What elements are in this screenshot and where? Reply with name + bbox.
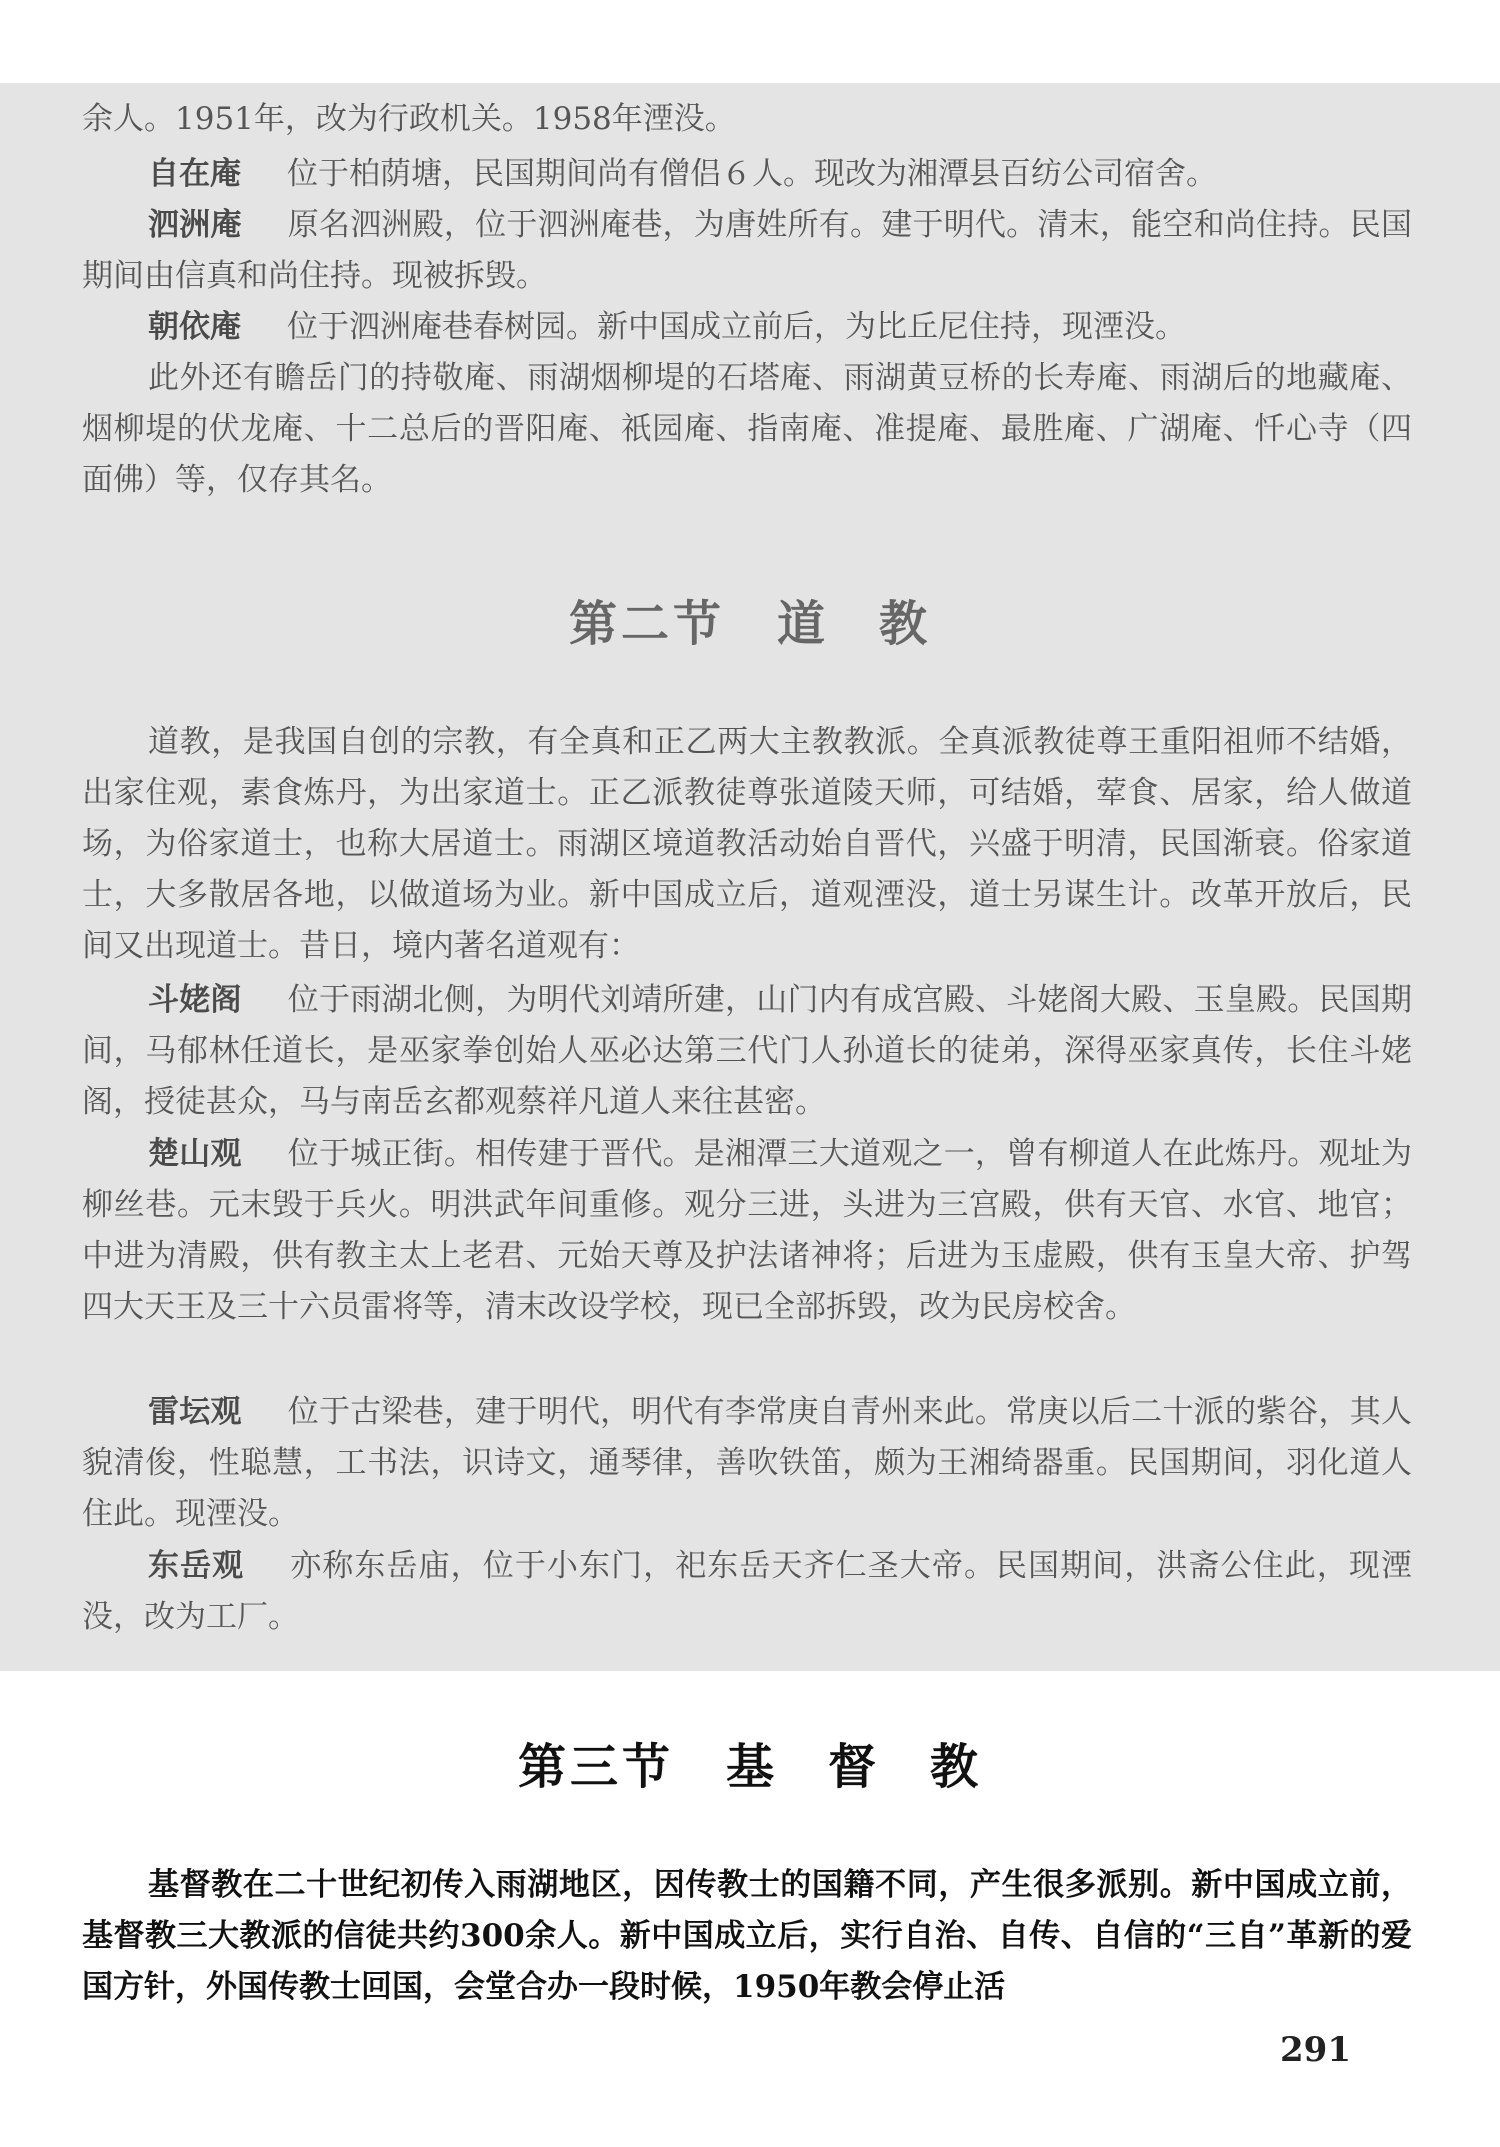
paragraph-continuation: 余人。1951年，改为行政机关。1958年湮没。 bbox=[82, 101, 736, 137]
entry-term: 朝依庵 bbox=[148, 309, 241, 345]
entry-term: 东岳观 bbox=[148, 1548, 245, 1584]
heading-char: 督 bbox=[828, 1739, 881, 1795]
entry-leitan-guan bbox=[82, 1387, 1412, 1540]
entry-sizhou-an bbox=[82, 200, 1412, 302]
paragraph-other-temples: 此外还有瞻岳门的持敬庵、雨湖烟柳堤的石塔庵、雨湖黄豆桥的长寿庵、雨湖后的地藏庵、烟柳堤的伏龙庵、十二总后的晋阳庵、祇园庵、指南庵、准提庵、最胜庵、广湖庵、忏心寺（四面佛）等，仅存其名。 bbox=[82, 360, 1412, 498]
heading-char: 教 bbox=[879, 596, 932, 652]
section-heading-taoism bbox=[0, 585, 1500, 654]
entry-term: 雷坛观 bbox=[148, 1394, 242, 1430]
heading-char: 道 bbox=[776, 596, 829, 652]
heading-char: 教 bbox=[930, 1739, 983, 1795]
entry-text: 位于柏荫塘，民国期间尚有僧侣６人。现改为湘潭县百纺公司宿舍。 bbox=[287, 156, 1217, 192]
entry-text: 位于雨湖北侧，为明代刘靖所建，山门内有成宫殿、斗姥阁大殿、玉皇殿。民国期间，马郁林任道长，是巫家拳创始人巫必达第三代门人孙道长的徒弟，深得巫家真传，长住斗姥阁，授徒甚众，马与南岳玄都观蔡祥凡道人来往甚密。 bbox=[82, 982, 1413, 1120]
entry-text: 位于泗洲庵巷春树园。新中国成立前后，为比丘尼住持，现湮没。 bbox=[287, 309, 1186, 345]
entry-term: 楚山观 bbox=[148, 1136, 242, 1172]
entry-chaoyi-an bbox=[82, 302, 1412, 353]
entry-text: 位于城正街。相传建于晋代。是湘潭三大道观之一，曾有柳道人在此炼丹。观址为柳丝巷。元末毁于兵火。明洪武年间重修。观分三进，头进为三宫殿，供有天官、水官、地官；中进为清殿，供有教主太上老君、元始天尊及护法诸神将；后进为玉虚殿，供有玉皇大帝、护驾四大天王及三十六员雷将等，清末改设学校，现已全部拆毁，改为民房校舍。 bbox=[82, 1136, 1413, 1325]
page-number: 291 bbox=[1280, 2030, 1351, 2070]
heading-section-number: 第二节 bbox=[568, 596, 725, 652]
entry-doumu-ge bbox=[82, 975, 1412, 1128]
section-heading-christianity bbox=[0, 1728, 1500, 1797]
paragraph-taoism-intro: 道教，是我国自创的宗教，有全真和正乙两大主教教派。全真派教徒尊王重阳祖师不结婚，出家住观，素食炼丹，为出家道士。正乙派教徒尊张道陵天师，可结婚，荤食、居家，给人做道场，为俗家道士，也称大居道士。雨湖区境道教活动始自晋代，兴盛于明清，民国渐衰。俗家道士，大多散居各地，以做道场为业。新中国成立后，道观湮没，道士另谋生计。改革开放后，民间又出现道士。昔日，境内著名道观有： bbox=[82, 724, 1412, 964]
heading-section-number: 第三节 bbox=[517, 1739, 674, 1795]
entry-term: 泗洲庵 bbox=[148, 207, 242, 243]
entry-term: 自在庵 bbox=[148, 156, 241, 192]
heading-char: 基 bbox=[725, 1739, 778, 1795]
entry-chushan-guan bbox=[82, 1129, 1412, 1333]
entry-text: 原名泗洲殿，位于泗洲庵巷，为唐姓所有。建于明代。清末，能空和尚住持。民国期间由信真和尚住持。现被拆毁。 bbox=[82, 207, 1413, 294]
entry-text: 位于古梁巷，建于明代，明代有李常庚自青州来此。常庚以后二十派的紫谷，其人貌清俊，性聪慧，工书法，识诗文，通琴律，善吹铁笛，颇为王湘绮器重。民国期间，羽化道人住此。现湮没。 bbox=[82, 1394, 1413, 1532]
entry-term: 斗姥阁 bbox=[148, 982, 242, 1018]
entry-text: 亦称东岳庙，位于小东门，祀东岳天齐仁圣大帝。民国期间，洪斋公住此，现湮没，改为工厂。 bbox=[82, 1548, 1413, 1635]
entry-dongyue-guan bbox=[82, 1541, 1412, 1643]
entry-zizai-an bbox=[82, 149, 1412, 200]
paragraph-christianity-intro: 基督教在二十世纪初传入雨湖地区，因传教士的国籍不同，产生很多派别。新中国成立前，基督教三大教派的信徒共约300余人。新中国成立后，实行自治、自传、自信的“三自”革新的爱国方针，外国传教士回国，会堂合办一段时候，1950年教会停止活 bbox=[82, 1867, 1412, 2005]
